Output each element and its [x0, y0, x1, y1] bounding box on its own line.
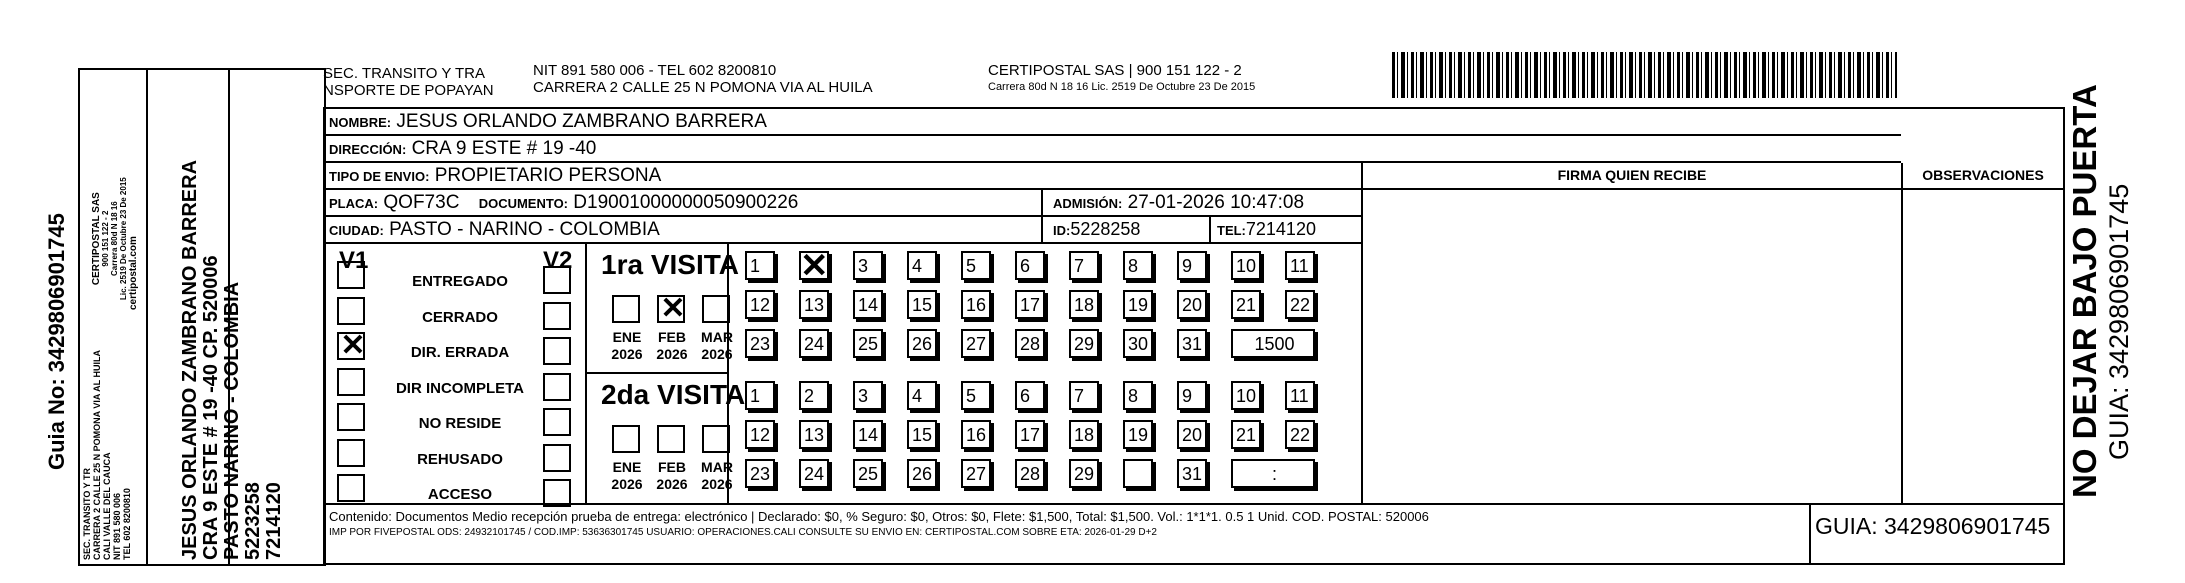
visit1-day-31[interactable]: 31: [1177, 329, 1207, 358]
visit1-day-19[interactable]: 19: [1123, 290, 1153, 319]
direccion-label: DIRECCIÓN:: [329, 142, 407, 157]
v2-label: V2: [543, 247, 573, 274]
status-label: ENTREGADO: [412, 273, 508, 290]
visit1-day-6[interactable]: 6: [1015, 251, 1045, 280]
status-label: CERRADO: [422, 308, 498, 326]
visit2-day-9[interactable]: 9: [1177, 381, 1207, 410]
visit1-day-9[interactable]: 9: [1177, 251, 1207, 280]
visit2-day-24[interactable]: 24: [799, 459, 829, 488]
visit2-day-7[interactable]: 7: [1069, 381, 1099, 410]
header-carrier: CERTIPOSTAL SAS | 900 151 122 - 2 Carrera 80d N 18 16 Lic. 2519 De Octubre 23 De 2015: [988, 62, 1256, 93]
visit1-month-checkbox[interactable]: [657, 292, 686, 325]
tipo-label: TIPO DE ENVIO:: [329, 169, 430, 184]
v2-checkbox[interactable]: [543, 444, 571, 472]
direccion-row: [325, 136, 1901, 163]
visit2-day-26[interactable]: 26: [907, 459, 937, 488]
visit2-day-3[interactable]: 3: [853, 381, 883, 410]
v1-checkbox[interactable]: [337, 297, 365, 325]
visit2-day-4[interactable]: 4: [907, 381, 937, 410]
stub-carrier-block: CERTIPOSTAL SAS 900 151 122 - 2 Carrera 80d N 18 16 Lic. 2519 De Octubre 23 De 2015: [91, 177, 128, 300]
visit2-day-31[interactable]: 31: [1177, 459, 1207, 488]
visit2-day-25[interactable]: 25: [853, 459, 883, 488]
divider: [1041, 190, 1043, 244]
visit1-day-8[interactable]: 8: [1123, 251, 1153, 280]
visit2-day-18[interactable]: 18: [1069, 420, 1099, 449]
footer-imp: IMP POR FIVEPOSTAL ODS: 24932101745 / COD.IMP: 53636301745 USUARIO: OPERACIONES.CALI CONSULTE SU ENVIO EN: CERTIPOSTAL.COM SOBRE ETA: 2026-01-29 D+2: [329, 527, 1157, 538]
status-label: DIR. ERRADA: [410, 344, 510, 361]
observaciones-header: OBSERVACIONES: [1903, 163, 2063, 190]
visit1-day-2[interactable]: [799, 247, 829, 285]
visit2-day-6[interactable]: 6: [1015, 381, 1045, 410]
id-cell: [1045, 217, 1140, 244]
visit1-day-29[interactable]: 29: [1069, 329, 1099, 358]
side-guia: GUIA: 3429806901745: [2104, 183, 2134, 460]
tel-label: TEL:: [1217, 223, 1246, 238]
visit1-day-11[interactable]: 11: [1285, 251, 1315, 280]
barcode: [1392, 52, 1897, 98]
visit2-month-checkbox[interactable]: [612, 425, 640, 453]
visit1-time-field[interactable]: 1500: [1231, 329, 1315, 358]
header-sender: SEC. TRANSITO Y TRA NSPORTE DE POPAYAN: [323, 65, 494, 99]
status-label: NO RESIDE: [418, 415, 502, 432]
visit1-day-25[interactable]: 25: [853, 329, 883, 358]
v2-checkbox[interactable]: [543, 408, 571, 436]
visit2-day-1[interactable]: 1: [745, 381, 775, 410]
ciudad-label: CIUDAD:: [329, 223, 384, 238]
visit2-day-16[interactable]: 16: [961, 420, 991, 449]
visit1-day-3[interactable]: 3: [853, 251, 883, 280]
visit2-month-label: FEB 2026: [656, 459, 688, 492]
visit1-day-26[interactable]: 26: [907, 329, 937, 358]
visit1-day-14[interactable]: 14: [853, 290, 883, 319]
visit2-month-label: ENE 2026: [611, 459, 643, 492]
visit2-day-5[interactable]: 5: [961, 381, 991, 410]
visit1-day-12[interactable]: 12: [745, 290, 775, 319]
admision-cell: [1045, 190, 1304, 217]
visit1-month-checkbox[interactable]: [612, 295, 640, 323]
visit1-title: 1ra VISITA: [601, 249, 739, 280]
x-mark-icon: ✕: [800, 247, 829, 285]
v1-checkbox[interactable]: [337, 368, 365, 396]
stub-divider: [146, 70, 148, 564]
ciudad-row: [325, 217, 1361, 244]
visit1-day-30[interactable]: 30: [1123, 329, 1153, 358]
admision-label: ADMISIÓN:: [1053, 196, 1123, 211]
stub-recipient-block: JESUS ORLANDO ZAMBRANO BARRERA CRA 9 ESTE # 19 -40 CP. 520006 PASTO NARINO - COLOMBIA 5223258 7214120: [179, 159, 285, 560]
status-label: REHUSADO: [417, 450, 503, 468]
visit1-month-checkbox[interactable]: [702, 295, 730, 323]
visit2-day-10[interactable]: 10: [1231, 381, 1261, 410]
divider: [325, 503, 2063, 505]
header-address: NIT 891 580 006 - TEL 602 8200810 CARRERA 2 CALLE 25 N POMONA VIA AL HUILA: [533, 62, 873, 96]
visit1-day-27[interactable]: 27: [961, 329, 991, 358]
visit2-month-checkbox[interactable]: [702, 425, 730, 453]
visit2-day-13[interactable]: 13: [799, 420, 829, 449]
v2-checkbox[interactable]: [543, 479, 571, 507]
divider: [1901, 163, 1903, 503]
v1-checkbox[interactable]: [337, 329, 366, 362]
visit2-day-8[interactable]: 8: [1123, 381, 1153, 410]
stub-guia-number: Guia No: 3429806901745: [44, 213, 69, 470]
stub-sender-block: SEC. TRANSITO Y TR CARRERA 2 CALLE 25 N POMONA VIA AL HUILA CALI VALLE DEL CAUCA NIT 891 580 006 TEL 602 8200810: [82, 349, 132, 560]
firma-header: FIRMA QUIEN RECIBE: [1557, 167, 1707, 183]
visit1-day-23[interactable]: 23: [745, 329, 775, 358]
stub-website: certipostal.com: [128, 236, 139, 310]
visit1-month-label: FEB 2026: [656, 329, 688, 362]
admision-value: 27-01-2026 10:47:08: [1127, 192, 1305, 213]
visit2-day-20[interactable]: 20: [1177, 420, 1207, 449]
no-dejar-bajo-puerta: NO DEJAR BAJO PUERTA: [2066, 84, 2103, 498]
v1-checkbox[interactable]: [337, 403, 365, 431]
ciudad-value: PASTO - NARINO - COLOMBIA: [389, 219, 660, 240]
visit1-day-21[interactable]: 21: [1231, 290, 1261, 319]
id-label: ID:: [1053, 223, 1071, 238]
v1-label: V1: [339, 247, 369, 274]
x-mark-icon: ✕: [660, 292, 686, 325]
visit2-day-27[interactable]: 27: [961, 459, 991, 488]
visit2-title: 2da VISITA: [601, 379, 746, 410]
visit1-day-17[interactable]: 17: [1015, 290, 1045, 319]
placa-label: PLACA:: [329, 196, 379, 211]
nombre-value: JESUS ORLANDO ZAMBRANO BARRERA: [396, 111, 767, 132]
tipo-value: PROPIETARIO PERSONA: [434, 165, 662, 186]
footer-text: [329, 509, 1429, 541]
divider: [2063, 163, 2065, 503]
x-mark-icon: ✕: [340, 329, 366, 362]
visit1-day-22[interactable]: 22: [1285, 290, 1315, 319]
visit2-day-11[interactable]: 11: [1285, 381, 1315, 410]
visit2-day-17[interactable]: 17: [1015, 420, 1045, 449]
documento-value: D19001000000050900226: [573, 192, 799, 213]
visit1-day-18[interactable]: 18: [1069, 290, 1099, 319]
direccion-value: CRA 9 ESTE # 19 -40: [411, 138, 597, 159]
visit2-day-15[interactable]: 15: [907, 420, 937, 449]
divider: [1209, 217, 1211, 244]
visit1-month-label: ENE 2026: [611, 329, 643, 362]
divider: [1809, 503, 1811, 563]
visit2-time-field[interactable]: :: [1231, 459, 1315, 488]
visit1-day-5[interactable]: 5: [961, 251, 991, 280]
v1-checkbox[interactable]: [337, 439, 365, 467]
visit2-day-30[interactable]: [1123, 459, 1153, 488]
v1-checkbox[interactable]: [337, 474, 365, 502]
visit1-day-13[interactable]: 13: [799, 290, 829, 319]
footer-contenido: Contenido: Documentos Medio recepción prueba de entrega: electrónico | Declarado: $0, % Seguro: $0, Otros: $0, Flete: $1,500, Total: $1,500. Vol.: 1*1*1. 0.5 1 Unid. COD. POSTAL: 520006: [329, 509, 1429, 524]
visit1-day-16[interactable]: 16: [961, 290, 991, 319]
visit1-day-15[interactable]: 15: [907, 290, 937, 319]
visit2-day-12[interactable]: 12: [745, 420, 775, 449]
tel-value: 7214120: [1245, 219, 1316, 239]
visit2-day-2[interactable]: 2: [799, 381, 829, 410]
visit1-day-1[interactable]: 1: [745, 251, 775, 280]
status-label: ACCESO: [427, 486, 493, 503]
visit1-day-10[interactable]: 10: [1231, 251, 1261, 280]
visit1-day-20[interactable]: 20: [1177, 290, 1207, 319]
visit1-day-4[interactable]: 4: [907, 251, 937, 280]
visit2-day-21[interactable]: 21: [1231, 420, 1261, 449]
documento-label: DOCUMENTO:: [478, 196, 569, 211]
visit2-day-14[interactable]: 14: [853, 420, 883, 449]
visit1-day-24[interactable]: 24: [799, 329, 829, 358]
visit2-day-29[interactable]: 29: [1069, 459, 1099, 488]
nombre-row: [325, 109, 1901, 136]
visit1-day-28[interactable]: 28: [1015, 329, 1045, 358]
visit2-day-23[interactable]: 23: [745, 459, 775, 488]
visit2-day-28[interactable]: 28: [1015, 459, 1045, 488]
visit1-day-7[interactable]: 7: [1069, 251, 1099, 280]
nombre-label: NOMBRE:: [329, 115, 392, 130]
visit2-month-checkbox[interactable]: [657, 425, 685, 453]
visit1-month-label: MAR 2026: [701, 329, 733, 362]
id-value: 5228258: [1070, 219, 1141, 239]
v2-checkbox[interactable]: [543, 266, 571, 294]
v1-checkbox[interactable]: [337, 261, 365, 289]
visit2-month-label: MAR 2026: [701, 459, 733, 492]
v2-checkbox[interactable]: [543, 373, 571, 401]
status-label: DIR INCOMPLETA: [395, 379, 525, 397]
v2-checkbox[interactable]: [543, 302, 571, 330]
tel-cell: [1211, 217, 1316, 244]
divider: [1361, 163, 1363, 503]
delivery-form: [323, 107, 2065, 565]
footer-guia: GUIA: 3429806901745: [1815, 513, 2051, 539]
visit2-day-22[interactable]: 22: [1285, 420, 1315, 449]
placa-value: QOF73C: [383, 192, 460, 213]
v2-checkbox[interactable]: [543, 337, 571, 365]
visit2-day-19[interactable]: 19: [1123, 420, 1153, 449]
